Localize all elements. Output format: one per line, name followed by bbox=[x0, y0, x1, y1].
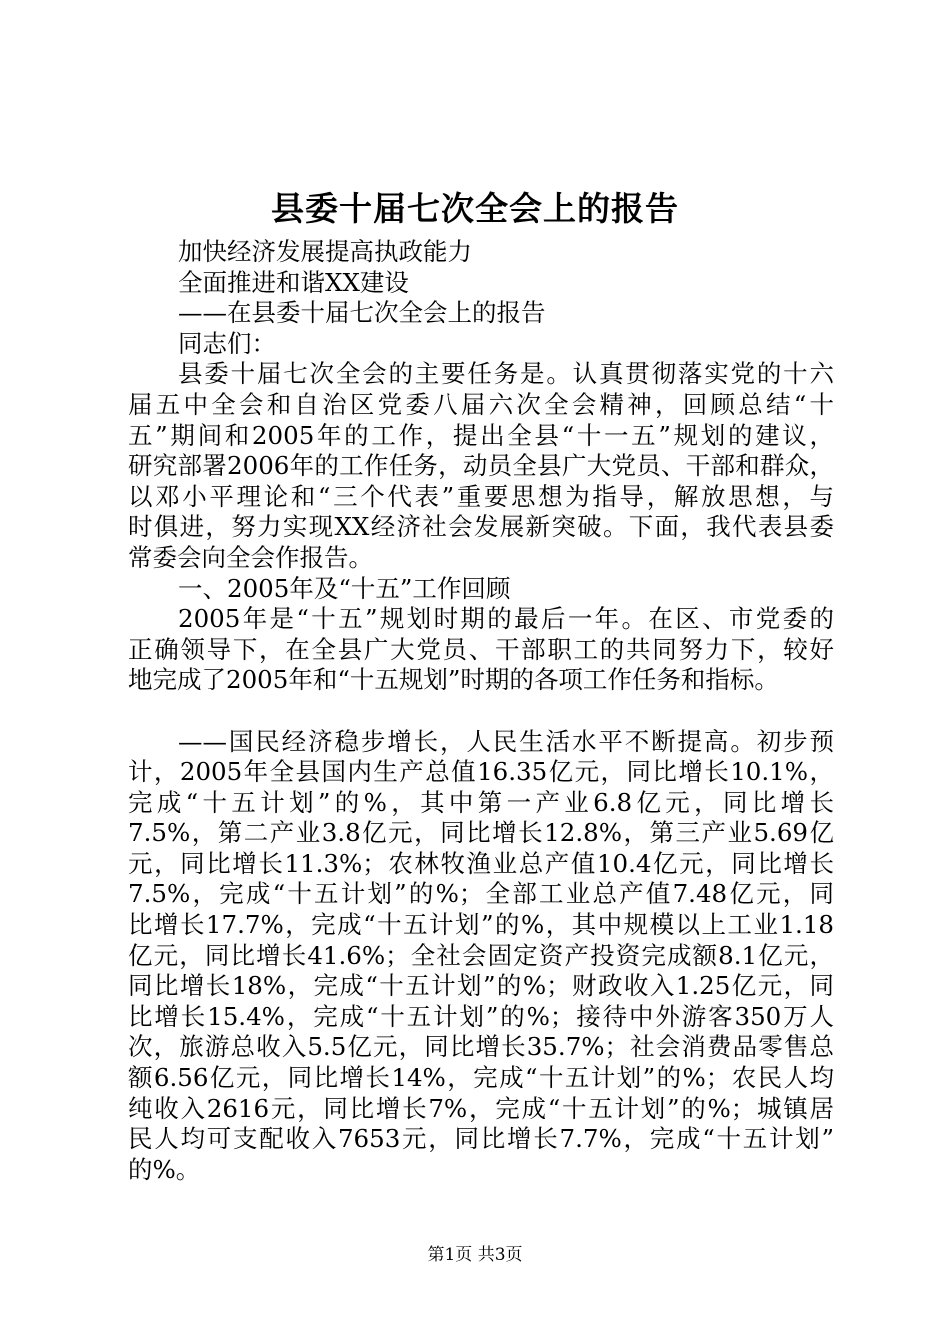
page-number-footer: 第1页 共3页 bbox=[427, 1245, 523, 1265]
paragraph-line: 的%。 bbox=[128, 1154, 201, 1184]
paragraph-line: 额6.56亿元，同比增长14%，完成“十五计划”的%；农民人均 bbox=[128, 1063, 834, 1093]
paragraph-line: 比增长15.4%，完成“十五计划”的%；接待中外游客350万人 bbox=[128, 1001, 834, 1031]
paragraph-line: 届五中全会和自治区党委八届六次全会精神，回顾总结“十 bbox=[128, 389, 834, 419]
paragraph-line: 计，2005年全县国内生产总值16.35亿元，同比增长10.1%， bbox=[128, 757, 834, 787]
paragraph-line: 7.5%，第二产业3.8亿元，同比增长12.8%，第三产业5.69亿 bbox=[128, 818, 834, 848]
salutation: 同志们： bbox=[178, 328, 276, 358]
blank-line bbox=[128, 696, 834, 727]
document-title: 县委十届七次全会上的报告 bbox=[271, 189, 679, 228]
subtitle-line: ——在县委十届七次全会上的报告 bbox=[178, 298, 546, 328]
subtitle-line: 加快经济发展提高执政能力 bbox=[178, 237, 472, 266]
paragraph-line: 亿元，同比增长41.6%；全社会固定资产投资完成额8.1亿元， bbox=[128, 940, 834, 970]
document-body bbox=[128, 237, 834, 1185]
paragraph-line: 比增长17.7%，完成“十五计划”的%，其中规模以上工业1.18 bbox=[128, 910, 834, 940]
paragraph-line: 时俱进，努力实现XX经济社会发展新突破。下面，我代表县委 bbox=[128, 512, 834, 542]
paragraph-line: 7.5%，完成“十五计划”的%；全部工业总产值7.48亿元，同 bbox=[128, 879, 834, 909]
subtitle-line: 全面推进和谐XX建设 bbox=[178, 267, 409, 297]
paragraph-line: ——国民经济稳步增长，人民生活水平不断提高。初步预 bbox=[178, 726, 834, 756]
paragraph-line: 2005年是“十五”规划时期的最后一年。在区、市党委的 bbox=[178, 604, 834, 634]
paragraph-line: 次，旅游总收入5.5亿元，同比增长35.7%；社会消费品零售总 bbox=[128, 1032, 834, 1062]
paragraph-line: 地完成了2005年和“十五规划”时期的各项工作任务和指标。 bbox=[128, 665, 779, 695]
paragraph-line: 正确领导下，在全县广大党员、干部职工的共同努力下，较好 bbox=[128, 634, 834, 664]
section-heading: 一、2005年及“十五”工作回顾 bbox=[178, 573, 511, 603]
paragraph-line: 县委十届七次全会的主要任务是。认真贯彻落实党的十六 bbox=[178, 359, 834, 389]
paragraph-line: 完成“十五计划”的%，其中第一产业6.8亿元，同比增长 bbox=[128, 787, 834, 817]
paragraph-line: 同比增长18%，完成“十五计划”的%；财政收入1.25亿元，同 bbox=[128, 971, 834, 1001]
paragraph-line: 元，同比增长11.3%；农林牧渔业总产值10.4亿元，同比增长 bbox=[128, 848, 834, 878]
paragraph-line: 民人均可支配收入7653元，同比增长7.7%，完成“十五计划” bbox=[128, 1124, 834, 1154]
paragraph-line: 以邓小平理论和“三个代表”重要思想为指导，解放思想，与 bbox=[128, 481, 834, 511]
paragraph-line: 纯收入2616元，同比增长7%，完成“十五计划”的%；城镇居 bbox=[128, 1093, 834, 1123]
paragraph-line: 五”期间和2005年的工作，提出全县“十一五”规划的建议， bbox=[128, 420, 834, 450]
paragraph-line: 常委会向全会作报告。 bbox=[128, 542, 373, 572]
paragraph-line: 研究部署2006年的工作任务，动员全县广大党员、干部和群众， bbox=[128, 451, 834, 481]
